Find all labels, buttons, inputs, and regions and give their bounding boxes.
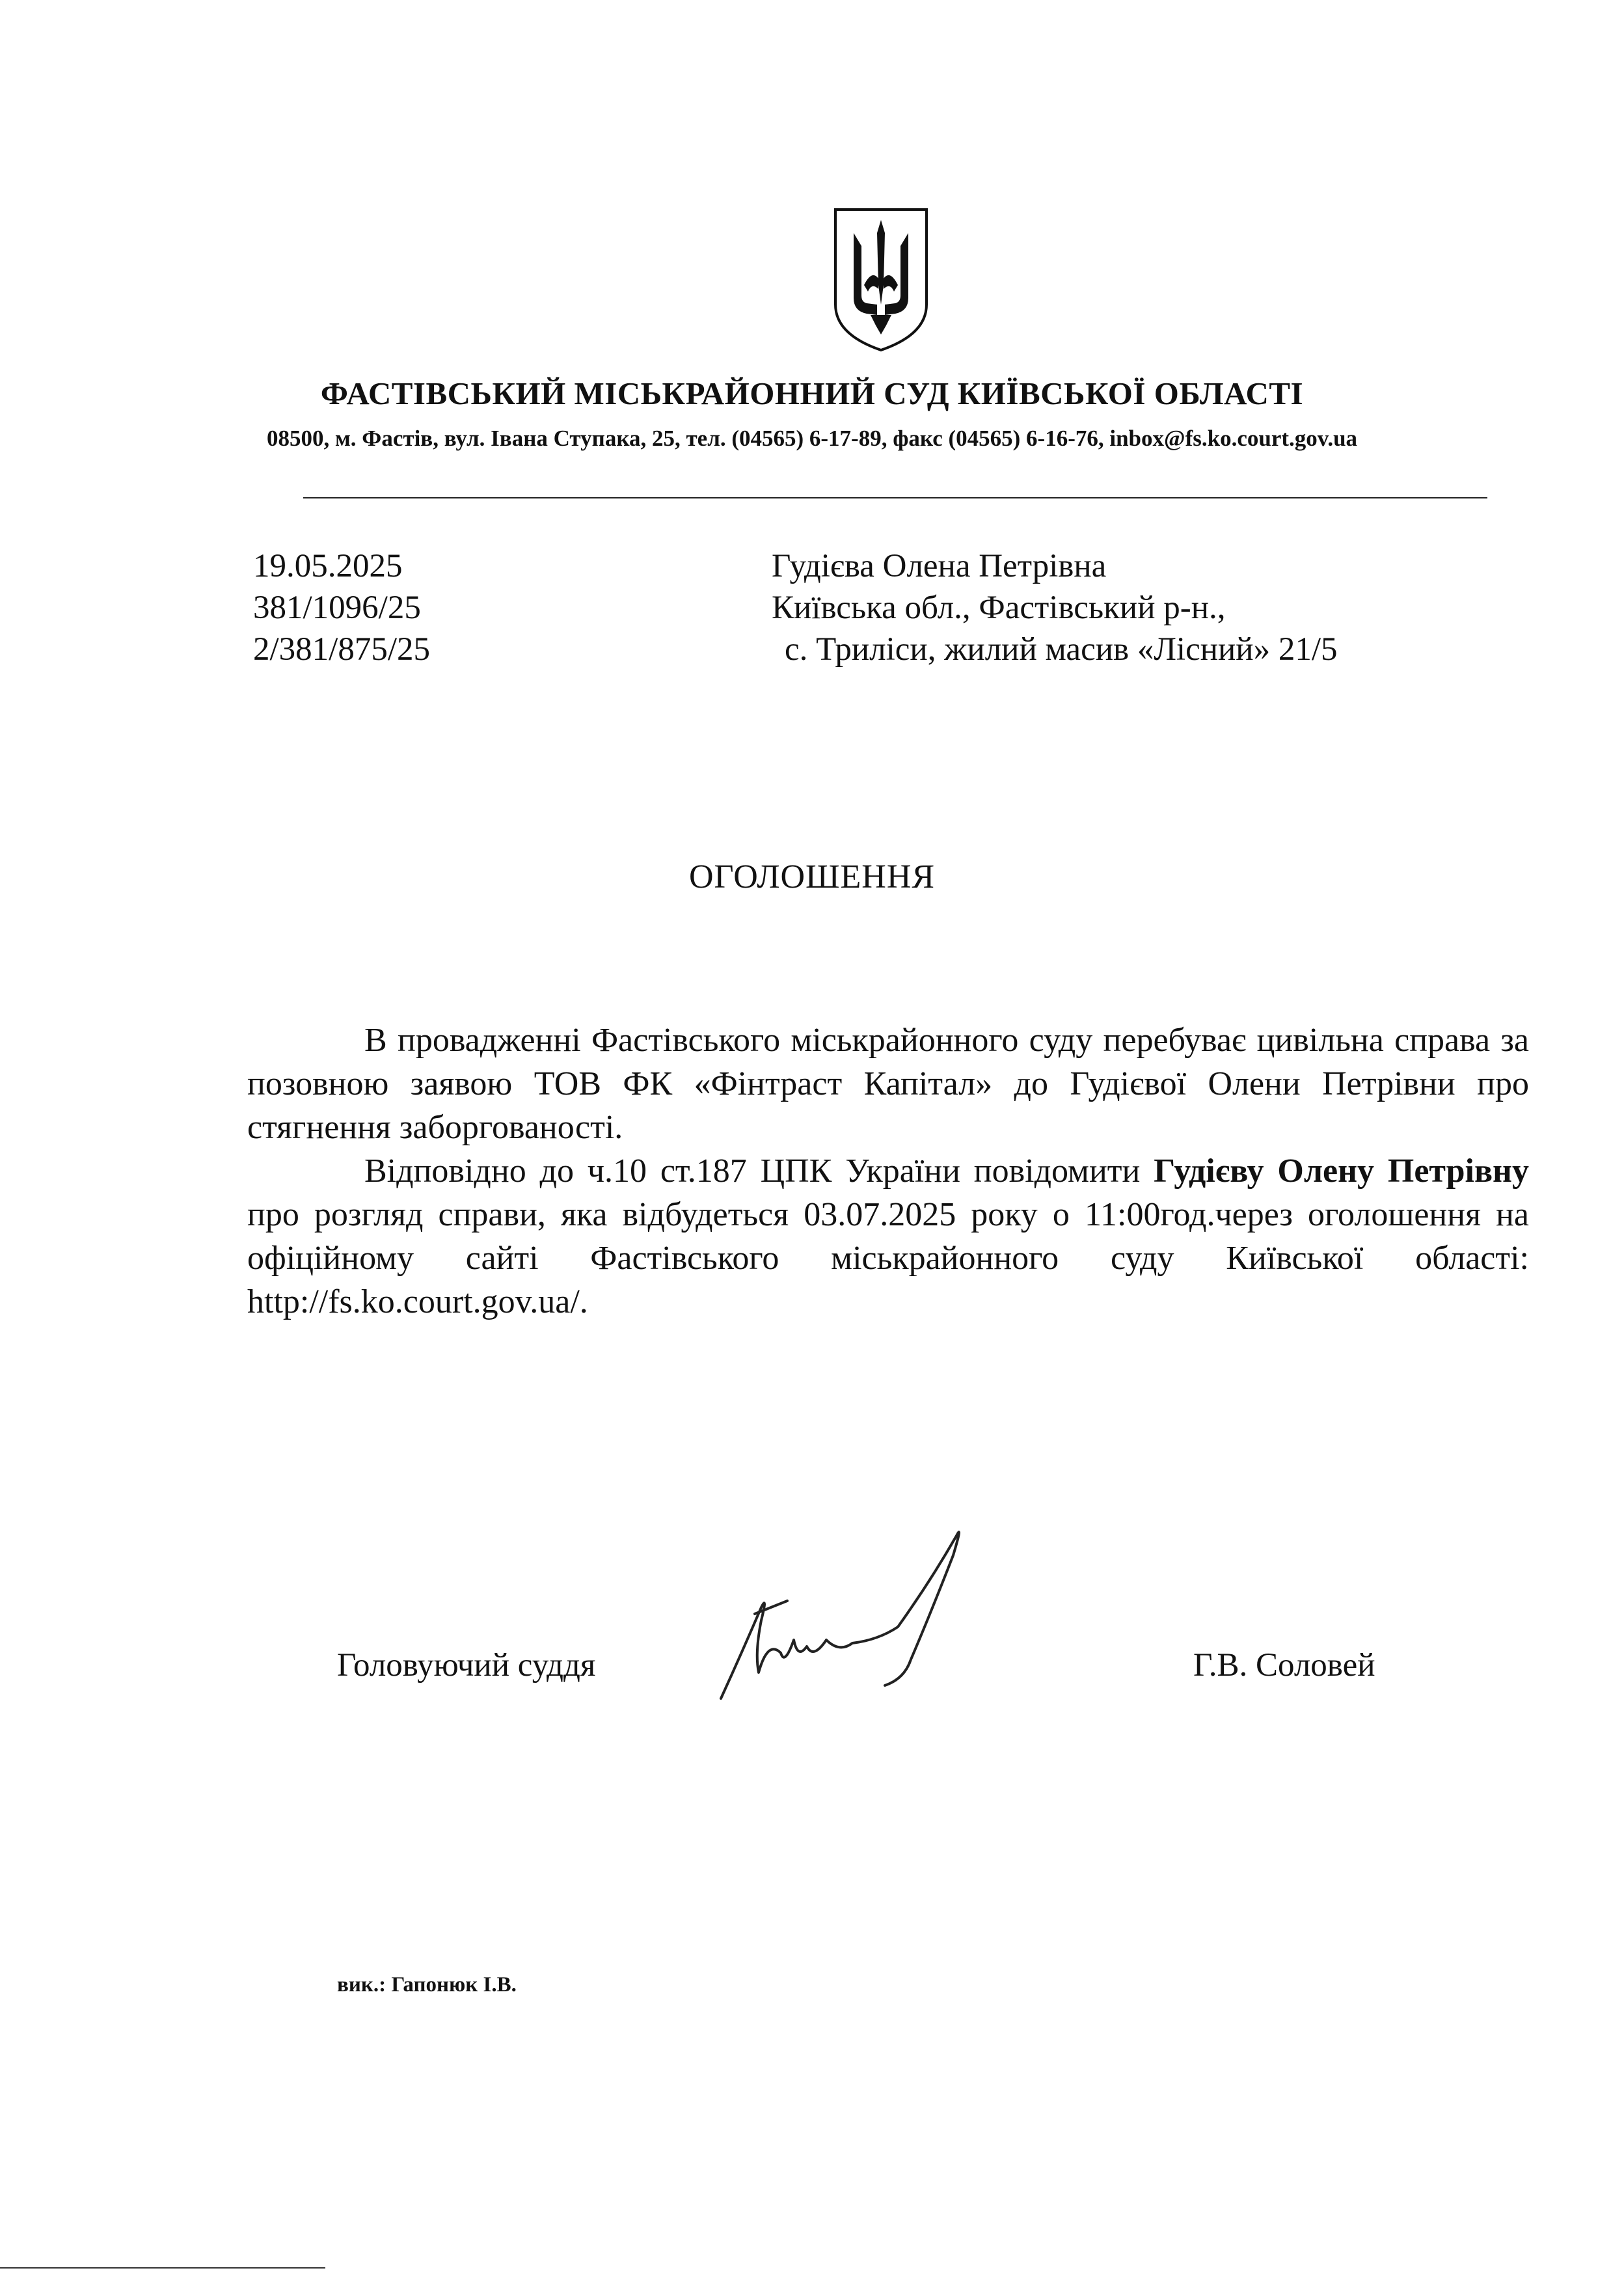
body-paragraph xyxy=(247,1149,1529,1324)
trident-emblem-icon xyxy=(832,207,930,353)
outgoing-number: 381/1096/25 xyxy=(253,590,421,626)
court-name: ФАСТІВСЬКИЙ МІСЬКРАЙОННИЙ СУД КИЇВСЬКОЇ ОБЛАСТІ xyxy=(320,375,1304,411)
court-address: 08500, м. Фастів, вул. Івана Ступака, 25, тел. (04565) 6-17-89, факс (04565) 6-16-76, inbox@fs.ko.court.gov.ua xyxy=(266,426,1358,451)
defendant-name: Гудієву Олену Петрівну xyxy=(1154,1152,1529,1190)
document-meta xyxy=(253,545,430,670)
case-number: 2/381/875/25 xyxy=(253,631,431,668)
judge-name: Г.В. Соловей xyxy=(1193,1647,1375,1683)
body-text-segment: Відповідно до ч.10 ст.187 ЦПК України повідомити xyxy=(364,1152,1154,1190)
body-text-segment: про розгляд справи, яка відбудеться 03.07.2025 року о 11:00год.через оголошення на офіційному сайті Фастівського міськрайонного суду Київської області: http://fs.ko.court.gov.ua/. xyxy=(247,1196,1529,1320)
body-paragraph: В провадженні Фастівського міськрайонного суду перебуває цивільна справа за позовною заявою ТОВ ФК «Фінтраст Капітал» до Гудієвої Олени Петрівни про стягнення заборгованості. xyxy=(247,1022,1529,1146)
recipient-address-line: с. Триліси, жилий масив «Лісний» 21/5 xyxy=(785,631,1338,668)
recipient-block xyxy=(772,545,1338,670)
document-title: ОГОЛОШЕННЯ xyxy=(688,858,936,895)
executor-note: вик.: Гапонюк І.В. xyxy=(337,1973,517,1997)
footer-divider xyxy=(0,2267,325,2269)
document-date: 19.05.2025 xyxy=(253,548,403,584)
recipient-name: Гудієва Олена Петрівна xyxy=(772,548,1107,584)
recipient-address-line: Київська обл., Фастівський р-н., xyxy=(772,590,1226,626)
header-divider xyxy=(303,497,1487,498)
judge-role: Головуючий суддя xyxy=(337,1647,596,1683)
announcement-body xyxy=(247,1018,1529,1324)
handwritten-signature xyxy=(716,1510,1041,1724)
